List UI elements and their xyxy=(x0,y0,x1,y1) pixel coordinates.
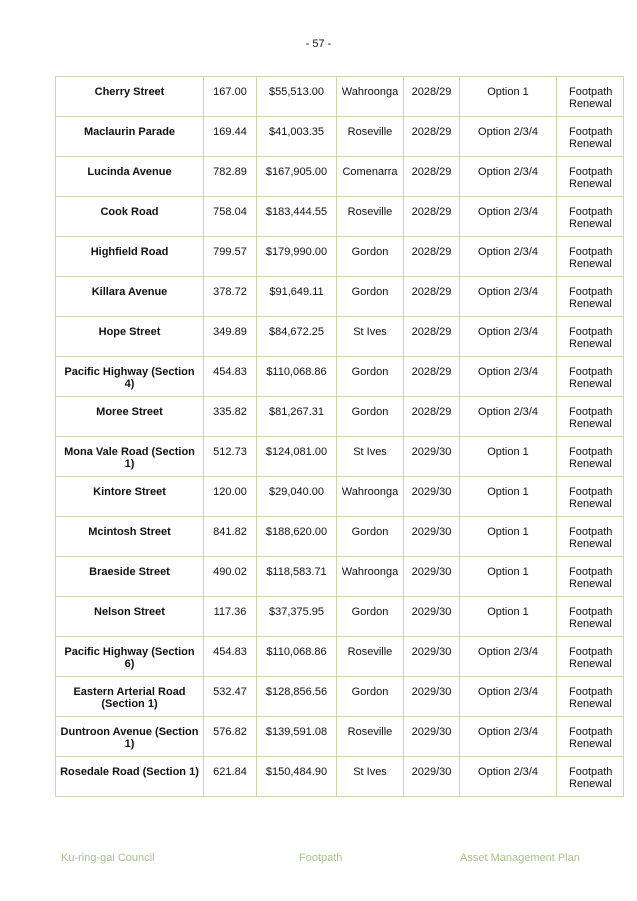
treatment-type: Footpath Renewal xyxy=(557,357,624,397)
street-name: Eastern Arterial Road (Section 1) xyxy=(56,677,204,717)
footpath-renewal-table xyxy=(55,76,624,797)
table-row xyxy=(56,517,624,557)
table-row xyxy=(56,77,624,117)
treatment-type: Footpath Renewal xyxy=(557,197,624,237)
table-row xyxy=(56,757,624,797)
length-value: 454.83 xyxy=(204,357,257,397)
suburb-value: St Ives xyxy=(337,437,404,477)
treatment-type: Footpath Renewal xyxy=(557,717,624,757)
table-row xyxy=(56,437,624,477)
treatment-type: Footpath Renewal xyxy=(557,637,624,677)
treatment-type: Footpath Renewal xyxy=(557,757,624,797)
cost-value: $118,583.71 xyxy=(257,557,337,597)
cost-value: $81,267.31 xyxy=(257,397,337,437)
length-value: 841.82 xyxy=(204,517,257,557)
treatment-type: Footpath Renewal xyxy=(557,557,624,597)
street-name: Highfield Road xyxy=(56,237,204,277)
year-value: 2029/30 xyxy=(404,597,460,637)
cost-value: $150,484.90 xyxy=(257,757,337,797)
page-number: - 57 - xyxy=(305,38,332,50)
suburb-value: Roseville xyxy=(337,717,404,757)
option-value: Option 2/3/4 xyxy=(460,277,557,317)
year-value: 2028/29 xyxy=(404,357,460,397)
treatment-type: Footpath Renewal xyxy=(557,597,624,637)
treatment-type: Footpath Renewal xyxy=(557,237,624,277)
cost-value: $91,649.11 xyxy=(257,277,337,317)
street-name: Nelson Street xyxy=(56,597,204,637)
suburb-value: Gordon xyxy=(337,237,404,277)
suburb-value: Gordon xyxy=(337,597,404,637)
option-value: Option 1 xyxy=(460,557,557,597)
table-row xyxy=(56,197,624,237)
year-value: 2029/30 xyxy=(404,717,460,757)
treatment-type: Footpath Renewal xyxy=(557,117,624,157)
option-value: Option 2/3/4 xyxy=(460,237,557,277)
cost-value: $128,856.56 xyxy=(257,677,337,717)
length-value: 799.57 xyxy=(204,237,257,277)
option-value: Option 2/3/4 xyxy=(460,157,557,197)
length-value: 349.89 xyxy=(204,317,257,357)
street-name: Cook Road xyxy=(56,197,204,237)
year-value: 2029/30 xyxy=(404,517,460,557)
street-name: Rosedale Road (Section 1) xyxy=(56,757,204,797)
table-row xyxy=(56,717,624,757)
suburb-value: Gordon xyxy=(337,357,404,397)
option-value: Option 2/3/4 xyxy=(460,677,557,717)
cost-value: $110,068.86 xyxy=(257,637,337,677)
option-value: Option 1 xyxy=(460,477,557,517)
footer-document-title: Asset Management Plan xyxy=(460,852,580,864)
length-value: 454.83 xyxy=(204,637,257,677)
suburb-value: St Ives xyxy=(337,317,404,357)
option-value: Option 1 xyxy=(460,597,557,637)
cost-value: $179,990.00 xyxy=(257,237,337,277)
length-value: 512.73 xyxy=(204,437,257,477)
footer-section-name: Footpath xyxy=(299,852,343,864)
treatment-type: Footpath Renewal xyxy=(557,397,624,437)
cost-value: $167,905.00 xyxy=(257,157,337,197)
street-name: Maclaurin Parade xyxy=(56,117,204,157)
year-value: 2028/29 xyxy=(404,197,460,237)
table-row xyxy=(56,357,624,397)
table-row xyxy=(56,637,624,677)
table-row xyxy=(56,237,624,277)
suburb-value: Wahroonga xyxy=(337,557,404,597)
street-name: Killara Avenue xyxy=(56,277,204,317)
street-name: Hope Street xyxy=(56,317,204,357)
treatment-type: Footpath Renewal xyxy=(557,77,624,117)
table-row xyxy=(56,477,624,517)
table-row xyxy=(56,557,624,597)
length-value: 169.44 xyxy=(204,117,257,157)
suburb-value: Comenarra xyxy=(337,157,404,197)
option-value: Option 2/3/4 xyxy=(460,117,557,157)
street-name: Moree Street xyxy=(56,397,204,437)
year-value: 2029/30 xyxy=(404,437,460,477)
option-value: Option 1 xyxy=(460,517,557,557)
option-value: Option 2/3/4 xyxy=(460,197,557,237)
suburb-value: Roseville xyxy=(337,197,404,237)
table-row xyxy=(56,677,624,717)
suburb-value: Gordon xyxy=(337,397,404,437)
length-value: 335.82 xyxy=(204,397,257,437)
year-value: 2028/29 xyxy=(404,237,460,277)
length-value: 490.02 xyxy=(204,557,257,597)
street-name: Duntroon Avenue (Section 1) xyxy=(56,717,204,757)
cost-value: $29,040.00 xyxy=(257,477,337,517)
treatment-type: Footpath Renewal xyxy=(557,517,624,557)
suburb-value: Gordon xyxy=(337,277,404,317)
footer-council-name: Ku-ring-gai Council xyxy=(61,852,155,864)
option-value: Option 1 xyxy=(460,437,557,477)
table-row xyxy=(56,117,624,157)
street-name: Lucinda Avenue xyxy=(56,157,204,197)
street-name: Cherry Street xyxy=(56,77,204,117)
year-value: 2028/29 xyxy=(404,397,460,437)
cost-value: $124,081.00 xyxy=(257,437,337,477)
cost-value: $84,672.25 xyxy=(257,317,337,357)
length-value: 167.00 xyxy=(204,77,257,117)
cost-value: $37,375.95 xyxy=(257,597,337,637)
street-name: Mcintosh Street xyxy=(56,517,204,557)
cost-value: $41,003.35 xyxy=(257,117,337,157)
length-value: 378.72 xyxy=(204,277,257,317)
year-value: 2028/29 xyxy=(404,117,460,157)
length-value: 576.82 xyxy=(204,717,257,757)
length-value: 117.36 xyxy=(204,597,257,637)
year-value: 2029/30 xyxy=(404,637,460,677)
treatment-type: Footpath Renewal xyxy=(557,157,624,197)
option-value: Option 2/3/4 xyxy=(460,397,557,437)
year-value: 2029/30 xyxy=(404,757,460,797)
street-name: Braeside Street xyxy=(56,557,204,597)
table-row xyxy=(56,597,624,637)
length-value: 758.04 xyxy=(204,197,257,237)
year-value: 2028/29 xyxy=(404,277,460,317)
suburb-value: Roseville xyxy=(337,117,404,157)
suburb-value: Wahroonga xyxy=(337,77,404,117)
option-value: Option 2/3/4 xyxy=(460,317,557,357)
cost-value: $188,620.00 xyxy=(257,517,337,557)
street-name: Kintore Street xyxy=(56,477,204,517)
treatment-type: Footpath Renewal xyxy=(557,437,624,477)
option-value: Option 1 xyxy=(460,77,557,117)
option-value: Option 2/3/4 xyxy=(460,357,557,397)
year-value: 2028/29 xyxy=(404,77,460,117)
treatment-type: Footpath Renewal xyxy=(557,277,624,317)
treatment-type: Footpath Renewal xyxy=(557,477,624,517)
option-value: Option 2/3/4 xyxy=(460,637,557,677)
length-value: 120.00 xyxy=(204,477,257,517)
cost-value: $110,068.86 xyxy=(257,357,337,397)
option-value: Option 2/3/4 xyxy=(460,717,557,757)
treatment-type: Footpath Renewal xyxy=(557,677,624,717)
table-row xyxy=(56,277,624,317)
year-value: 2029/30 xyxy=(404,477,460,517)
table-row xyxy=(56,157,624,197)
treatment-type: Footpath Renewal xyxy=(557,317,624,357)
suburb-value: Gordon xyxy=(337,517,404,557)
cost-value: $55,513.00 xyxy=(257,77,337,117)
suburb-value: Roseville xyxy=(337,637,404,677)
cost-value: $183,444.55 xyxy=(257,197,337,237)
street-name: Mona Vale Road (Section 1) xyxy=(56,437,204,477)
length-value: 782.89 xyxy=(204,157,257,197)
year-value: 2029/30 xyxy=(404,557,460,597)
street-name: Pacific Highway (Section 6) xyxy=(56,637,204,677)
table-row xyxy=(56,397,624,437)
table-row xyxy=(56,317,624,357)
option-value: Option 2/3/4 xyxy=(460,757,557,797)
suburb-value: Gordon xyxy=(337,677,404,717)
year-value: 2029/30 xyxy=(404,677,460,717)
length-value: 532.47 xyxy=(204,677,257,717)
cost-value: $139,591.08 xyxy=(257,717,337,757)
year-value: 2028/29 xyxy=(404,157,460,197)
suburb-value: St Ives xyxy=(337,757,404,797)
suburb-value: Wahroonga xyxy=(337,477,404,517)
year-value: 2028/29 xyxy=(404,317,460,357)
street-name: Pacific Highway (Section 4) xyxy=(56,357,204,397)
length-value: 621.84 xyxy=(204,757,257,797)
